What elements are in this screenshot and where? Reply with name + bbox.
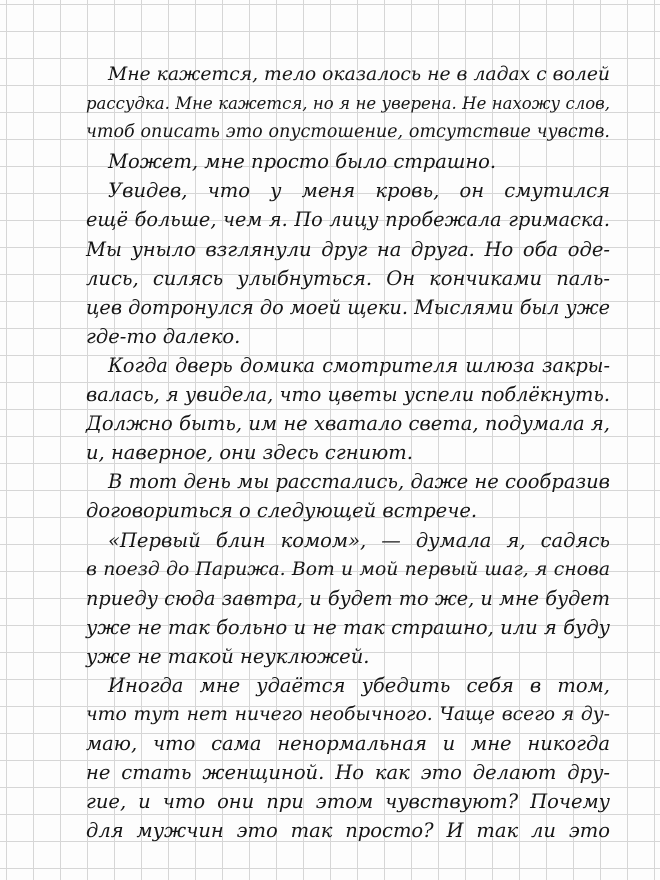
text-line: чтоб описать это опустошение, отсутствие чувств. [86,122,610,143]
text-line: Должно быть, им не хватало света, подумала я, [86,412,610,436]
text-line: где-то далеко. [86,324,241,348]
text-line: Увидев, что у меня кровь, он смутился [108,179,610,203]
text-line: уже не так больно и не так страшно, или я буду [86,615,610,639]
text-line: и, наверное, они здесь сгниют. [86,441,413,465]
handwritten-text [86,60,610,846]
text-line: в поезд до Парижа. Вот и мой первый шаг, я снова [86,558,610,580]
text-line: «Первый блин комом», — думала я, садясь [108,528,610,552]
text-line: Когда дверь домика смотрителя шлюза закры- [108,353,610,377]
text-line: Может, мне просто было страшно. [108,150,497,174]
text-line: уже не такой неуклюжей. [86,644,370,668]
text-line: для мужчин это так просто? И так ли это [86,819,610,843]
text-line: валась, я увидела, что цветы успели поблёкнуть. [86,383,610,407]
text-line: приеду сюда завтра, и будет то же, и мне будет [86,586,610,610]
text-line: Иногда мне удаётся убедить себя в том, [108,673,610,697]
text-line: маю, что сама ненормальная и мне никогда [86,732,610,756]
text-line: что тут нет ничего необычного. Чаще всего я ду- [86,704,610,726]
text-line: договориться о следующей встрече. [86,499,478,523]
text-line: Мне кажется, тело оказалось не в ладах с волей [108,64,610,85]
text-line: рассудка. Мне кажется, но я не уверена. Не нахожу слов, [86,94,610,114]
text-line: В тот день мы расстались, даже не сообразив [108,470,610,494]
text-line: гие, и что они при этом чувствуют? Почему [86,790,610,814]
text-line: Мы уныло взглянули друг на друга. Но оба оде- [86,237,610,261]
text-line: ещё больше, чем я. По лицу пробежала гримаска. [86,208,610,232]
text-line: не стать женщиной. Но как это делают дру- [86,761,610,785]
text-line: цев дотронулся до моей щеки. Мыслями был уже [86,295,610,319]
text-line: лись, силясь улыбнуться. Он кончиками паль- [86,266,610,290]
